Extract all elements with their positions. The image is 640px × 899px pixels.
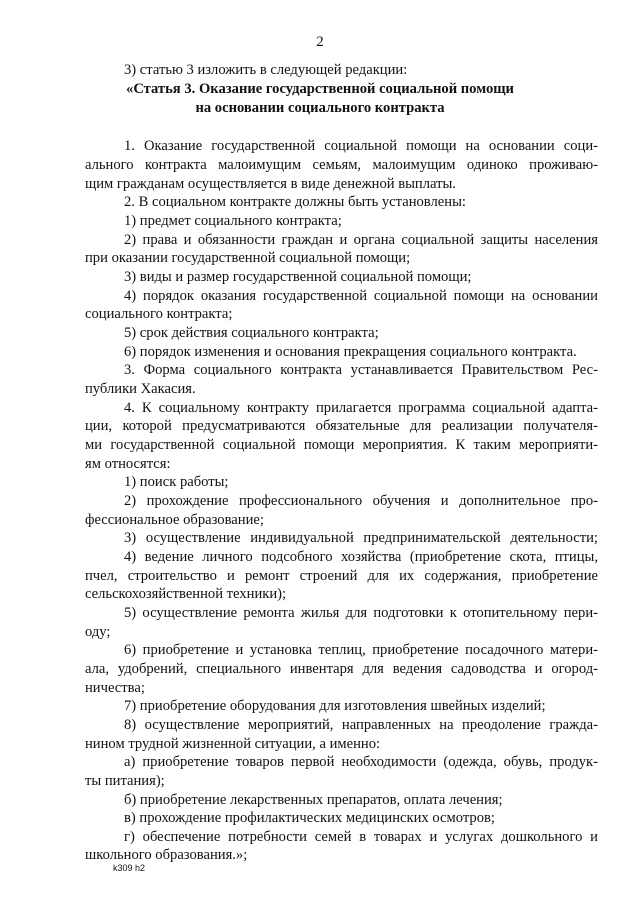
- text-line: г) обеспечение потребности семей в товарах и услугах дошкольного и: [124, 829, 598, 845]
- text-line: социального контракта;: [85, 306, 233, 322]
- text-line: 1) предмет социального контракта;: [124, 213, 342, 229]
- text-line: 2) прохождение профессионального обучения и дополнительное про-: [124, 493, 598, 509]
- text-line: 6) приобретение и установка теплиц, приобретение посадочного матери-: [124, 642, 598, 658]
- text-line: 8) осуществление мероприятий, направленных на преодоление гражда-: [124, 717, 598, 733]
- text-line: школьного образования.»;: [85, 847, 248, 863]
- article-title-line-1: «Статья 3. Оказание государственной социальной помощи: [126, 81, 514, 97]
- text-line: 2) права и обязанности граждан и органа социальной защиты населения: [124, 232, 598, 248]
- text-line: ции, которой предусматриваются обязательные для реализации получателя-: [85, 418, 598, 434]
- text-line: оду;: [85, 624, 111, 640]
- text-line: б) приобретение лекарственных препаратов, оплата лечения;: [124, 792, 503, 808]
- footer-code: k309 h2: [113, 863, 146, 873]
- text-line: ала, удобрений, специального инвентаря для ведения садоводства и огород-: [85, 661, 598, 677]
- text-line: ничества;: [85, 680, 145, 696]
- text-line: 5) срок действия социального контракта;: [124, 325, 379, 341]
- text-line: ми государственной социальной помощи мероприятия. К таким мероприяти-: [85, 437, 598, 453]
- text-line: 5) осуществление ремонта жилья для подготовки к отопительному пери-: [124, 605, 598, 621]
- text-line: щим гражданам осуществляется в виде денежной выплаты.: [85, 176, 456, 192]
- page-number: 2: [316, 34, 324, 50]
- text-line: ального контракта малоимущим семьям, малоимущим одиноко проживаю-: [85, 157, 598, 173]
- text-line: ты питания);: [85, 773, 165, 789]
- text-line: нином трудной жизненной ситуации, а именно:: [85, 736, 381, 752]
- text-line: 6) порядок изменения и основания прекращения социального контракта.: [124, 344, 577, 360]
- text-line: при оказании государственной социальной помощи;: [85, 250, 411, 266]
- text-line: а) приобретение товаров первой необходимости (одежда, обувь, продук-: [124, 754, 598, 770]
- text-line: 4. К социальному контракту прилагается программа социальной адапта-: [124, 400, 598, 416]
- text-line: 2. В социальном контракте должны быть установлены:: [124, 194, 466, 210]
- text-line: 4) ведение личного подсобного хозяйства (приобретение скота, птицы,: [124, 549, 598, 565]
- text-line: 1. Оказание государственной социальной помощи на основании соци-: [124, 138, 598, 154]
- text-line: фессиональное образование;: [85, 512, 264, 528]
- text-line: в) прохождение профилактических медицинских осмотров;: [124, 810, 495, 826]
- text-line: 7) приобретение оборудования для изготовления швейных изделий;: [124, 698, 546, 714]
- text-line: 4) порядок оказания государственной социальной помощи на основании: [124, 288, 598, 304]
- text-line: 3) виды и размер государственной социальной помощи;: [124, 269, 472, 285]
- text-line: 3. Форма социального контракта устанавливается Правительством Рес-: [124, 362, 598, 378]
- text-line: публики Хакасия.: [85, 381, 196, 397]
- text-line: 3) осуществление индивидуальной предпринимательской деятельности;: [124, 530, 598, 546]
- article-title-line-2: на основании социального контракта: [195, 100, 445, 116]
- text-line: пчел, строительство и ремонт строений для их содержания, приобретение: [85, 568, 598, 584]
- text-line: сельскохозяйственной техники);: [85, 586, 287, 602]
- text-line: 1) поиск работы;: [124, 474, 229, 490]
- text-line: ям относятся:: [85, 456, 171, 472]
- intro-line: 3) статью 3 изложить в следующей редакции:: [124, 62, 408, 78]
